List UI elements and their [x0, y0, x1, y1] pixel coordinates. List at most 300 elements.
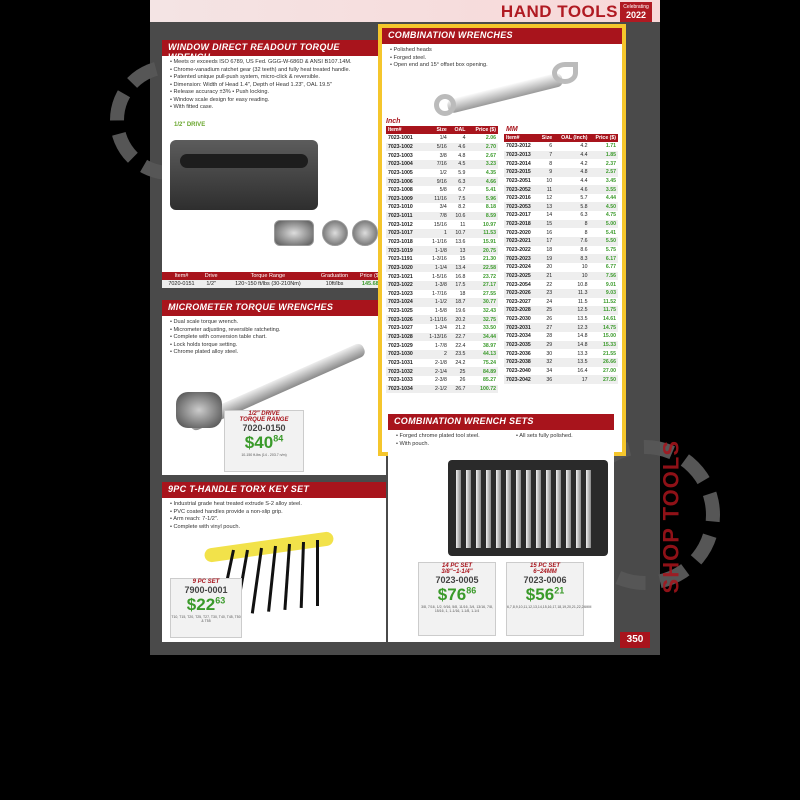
table-cell: 10: [581, 264, 588, 271]
price-cell: 27.50: [590, 375, 618, 384]
table-cell: 4.6: [449, 143, 468, 152]
table-cell: 8.3: [554, 254, 589, 263]
price-cell: 6.77: [605, 264, 616, 271]
table-cell: 21.2: [455, 325, 466, 332]
price-cell: 6.17: [590, 254, 618, 263]
table-cell: 1-1/8: [422, 246, 449, 255]
table-cell: 6.3: [449, 177, 468, 186]
price-box: 1/2" DRIVE TORQUE RANGE 7020-0150 $\$40^{84}$ 10-150 ft-lbs (14 - 203.7 n/m): [224, 410, 304, 472]
table-row: [504, 211, 618, 220]
table-cell: 22: [546, 281, 553, 288]
table-cell: 8.2: [458, 204, 466, 211]
table-cell: 23: [537, 289, 554, 298]
table-cell: 7023-1027: [388, 325, 413, 332]
table-cell: 14.8: [577, 333, 588, 340]
table-cell: 7023-1009: [386, 194, 422, 203]
feature-list: • Dual scale torque wrench. • Micrometer adjusting, reversible ratcheting. • Complete with conversion table chart. • Lock holds torque setting. • Chrome plated alloy steel.: [162, 316, 386, 360]
table-cell: 20.2: [449, 315, 468, 324]
table-cell: 7: [537, 151, 554, 160]
table-cell: 6.7: [458, 187, 466, 194]
section-title: COMBINATION WRENCHES: [382, 28, 622, 44]
section-title: MICROMETER TORQUE WRENCHES: [162, 300, 386, 316]
table-row: [504, 289, 618, 298]
table-cell: 4.8: [458, 152, 466, 159]
table-cell: 26.7: [449, 385, 468, 394]
table-cell: 12.3: [554, 323, 589, 332]
price-cell: 4.35: [485, 169, 496, 176]
torque-wrench-panel: [162, 40, 386, 288]
table-cell: 7023-1024: [386, 298, 422, 307]
table-cell: 18.7: [449, 298, 468, 307]
price-cell: 7.56: [590, 272, 618, 281]
price-cell: 11.52: [603, 298, 616, 305]
price-cell: 27.17: [467, 281, 498, 290]
combination-wrench-image: [446, 72, 564, 114]
table-cell: 1-1/2: [422, 298, 449, 307]
table-cell: 4.6: [554, 185, 589, 194]
price-cell: 26.66: [590, 358, 618, 367]
table-cell: 7023-1019: [386, 246, 422, 255]
table-cell: 7023-2023: [504, 254, 537, 263]
table-cell: 7023-2035: [504, 341, 537, 350]
table-cell: 7.6: [554, 237, 589, 246]
table-row: [504, 375, 618, 384]
table-cell: 24: [546, 298, 553, 305]
table-cell: 1-1/16: [432, 239, 447, 245]
table-cell: 1/4: [439, 135, 447, 142]
table-cell: 15: [537, 220, 554, 229]
price-box-15pc: 15 PC SET 6~24MM 7023-0006 $\$56^{21}$ 6,7,8,9,10,11,12,13,14,15,16,17,18,19,20,21,22,24MM: [506, 562, 584, 636]
price-cell: 4.66: [467, 177, 498, 186]
anniversary-badge: Celebrating 2022: [620, 2, 652, 22]
table-cell: 7023-2030: [506, 316, 531, 323]
table-cell: 4: [462, 135, 466, 142]
price-cell: 23.72: [483, 273, 496, 280]
price-cell: 20.75: [467, 246, 498, 255]
table-cell: 17: [537, 237, 554, 246]
table-cell: 1-7/16: [432, 290, 447, 297]
price-cell: 14.75: [590, 323, 618, 332]
table-cell: 13: [537, 202, 554, 211]
table-cell: 13.6: [455, 239, 466, 245]
price-cell: 15.00: [603, 333, 616, 340]
wrench-pouch-image: [448, 460, 608, 556]
table-cell: 7023-1032: [386, 367, 422, 376]
feature-list: • Polished heads • Forged steel. • Open end and 15° offset box opening.: [382, 44, 622, 73]
table-row: [386, 341, 498, 350]
table-row: [386, 229, 498, 238]
price-cell: 10.97: [483, 221, 496, 228]
price-cell: 8.59: [467, 212, 498, 221]
table-row: [504, 280, 618, 289]
table-cell: 8: [554, 220, 589, 229]
table-row: [504, 220, 618, 229]
table-row: [386, 324, 498, 333]
price-cell: 15.33: [590, 341, 618, 350]
table-cell: 7023-1008: [388, 187, 413, 194]
price-cell: 32.43: [483, 308, 496, 315]
table-row: [504, 272, 618, 281]
table-row: [504, 332, 618, 341]
table-cell: 7023-1012: [388, 221, 413, 228]
table-row: [386, 376, 498, 385]
table-cell: 6.3: [580, 212, 588, 219]
table-cell: 7023-1033: [388, 377, 413, 384]
table-row: [386, 290, 498, 299]
table-cell: 11: [460, 221, 466, 228]
table-cell: 10.8: [577, 281, 588, 288]
table-row: [386, 367, 498, 376]
table-cell: 2-3/8: [435, 377, 447, 384]
table-cell: 7023-1002: [386, 143, 422, 152]
price-cell: 85.27: [483, 377, 496, 384]
feature-list: • Forged chrome plated tool steel. • With pouch.: [388, 430, 508, 451]
table-cell: 7/8: [422, 212, 449, 221]
inch-label: Inch: [386, 118, 401, 125]
table-cell: 1-3/4: [435, 325, 447, 332]
table-cell: 1-13/16: [422, 333, 449, 342]
detail-image: [274, 220, 314, 246]
section-title: 9PC T-HANDLE TORX KEY SET: [162, 482, 386, 498]
table-cell: 10.6: [449, 212, 468, 221]
table-cell: 11.5: [577, 298, 588, 305]
table-cell: 5.9: [458, 169, 466, 176]
table-row: [504, 349, 618, 358]
mm-label: MM: [506, 126, 518, 133]
table-cell: 15: [459, 256, 466, 263]
table-cell: 7023-1011: [386, 212, 422, 221]
price-cell: 14.61: [603, 316, 616, 323]
price-cell: 33.50: [483, 325, 496, 332]
table-cell: 7023-2017: [506, 212, 531, 219]
table-cell: 7023-1028: [386, 333, 422, 342]
table-cell: 7023-2040: [506, 367, 531, 374]
detail-image: [352, 220, 378, 246]
drive-label: 1/2" DRIVE: [174, 122, 206, 128]
side-category-text: SHOP TOOLS: [658, 440, 683, 594]
table-cell: 7023-2034: [506, 333, 531, 340]
table-cell: 7023-2038: [504, 358, 537, 367]
table-cell: 12.5: [554, 306, 589, 315]
table-cell: 20: [546, 264, 553, 271]
table-cell: 7023-2018: [504, 220, 537, 229]
table-row: [386, 186, 498, 195]
table-row: [386, 134, 498, 143]
table-cell: 16.4: [577, 367, 588, 374]
mm-table: Item# Size OAL (Inch) Price ($) 7023-2012 6 4.2 1.71 7023-2013 7 4.4 1.85 7023-2014 8 4.2 2.37 7023-2015 9 4.8 2.57 7023-2051 10 4.4 3.45 7023-2052 11 4.6 3.55 7023-2016 12 5.7 4.44 7023-2053 13 5.8 4.50 7023-2017 14 6.3 4.75 7023-2018 15 8 5.00 7023-2020 16 8 5.41 7023-2021 17 7.6 5.50 7023-2022 18 8.6 5.75 7023-2023 19 8.3 6.17 7023-2024 20 10 6.77 7023-2025 21 10 7.56 7023-2054 22 10.8 9.01 7023-2026 23 11.3 9.03 7023-2027 24 11.5 11.52 7023-2028 25 12.5 11.75 7023-2030 26 13.5 14.61 7023-2031 27 12.3 14.75 7023-2034 28 14.8 15.00 7023-2035 29 14.8 15.33 7023-2036 30 13.3 21.55 7023-2038 32 13.5 26.66 7023-2040 34 16.4 27.00 7023-2042 36 17 27.50: [506, 135, 616, 383]
price-cell: 34.44: [467, 333, 498, 342]
table-cell: 15/16: [433, 221, 447, 228]
table-row: [386, 212, 498, 221]
table-cell: 2-1/2: [422, 385, 449, 394]
table-cell: 19.6: [455, 308, 466, 315]
table-row: [504, 168, 618, 177]
page-title: HAND TOOLS: [500, 2, 618, 21]
table-cell: 21: [537, 272, 554, 281]
price-cell: 2.67: [485, 152, 496, 159]
table-row: [504, 246, 618, 255]
table-row: [386, 298, 498, 307]
table-row: [386, 333, 498, 342]
wrench-case-image: [170, 140, 318, 210]
table-cell: 13.5: [577, 316, 588, 323]
table-cell: 7023-1006: [386, 177, 422, 186]
table-cell: 7023-2013: [504, 151, 537, 160]
section-title: COMBINATION WRENCH SETS: [388, 414, 614, 430]
price-box-14pc: 14 PC SET 3/8"~1-1/4" 7023-0005 $\$76^{86}$ 3/8, 7/16, 1/2, 9/16, 5/8, 11/16, 3/4, 13/16, 7/8, 15/16, 1, 1-1/16, 1-1/8, 1-1/4: [418, 562, 496, 636]
price-cell: 9.03: [590, 289, 618, 298]
price-cell: 8.18: [485, 204, 496, 211]
table-row: [386, 143, 498, 152]
price-cell: 75.24: [483, 359, 496, 366]
table-row: [386, 194, 498, 203]
table-cell: 7023-1026: [386, 315, 422, 324]
table-row: [504, 159, 618, 168]
table-row: [504, 142, 618, 151]
table-cell: 7023-2028: [504, 306, 537, 315]
table-cell: 7023-1030: [386, 350, 422, 359]
table-cell: 2-1/8: [435, 359, 447, 366]
table-cell: 22.4: [455, 342, 466, 349]
table-cell: 17.5: [449, 281, 468, 290]
table-cell: 14.8: [554, 341, 589, 350]
table-cell: 7023-1018: [388, 239, 413, 245]
table-cell: 8: [584, 229, 588, 236]
price-cell: 9.01: [605, 281, 616, 288]
table-cell: 36: [537, 375, 554, 384]
table-cell: 8.6: [580, 247, 588, 253]
price-cell: 32.75: [467, 315, 498, 324]
price-cell: 15.91: [483, 239, 496, 245]
table-cell: 12: [546, 195, 553, 202]
table-row: [386, 203, 498, 212]
table-cell: 26: [459, 377, 466, 384]
table-cell: 7023-2024: [506, 264, 531, 271]
price-cell: 11.75: [590, 306, 618, 315]
table-cell: 13.4: [449, 264, 468, 273]
price-cell: 5.41: [605, 229, 616, 236]
price-cell: 84.89: [467, 367, 498, 376]
price-cell: 5.96: [467, 194, 498, 203]
table-cell: 16.8: [455, 273, 466, 280]
price-cell: 3.23: [467, 160, 498, 169]
table-cell: 13: [449, 246, 468, 255]
table-row: [386, 255, 498, 264]
table-cell: 23.5: [449, 350, 468, 359]
table-cell: 7023-2021: [504, 237, 537, 246]
table-cell: 10: [546, 177, 553, 184]
price-cell: 11.53: [467, 229, 498, 238]
table-cell: 1-1/4: [422, 264, 449, 273]
table-cell: 5.8: [554, 202, 589, 211]
table-cell: 6: [549, 143, 553, 150]
table-row: [386, 350, 498, 359]
table-cell: 11: [537, 185, 554, 194]
table-cell: 27: [537, 323, 554, 332]
table-row: [386, 315, 498, 324]
table-cell: 7023-1003: [388, 152, 413, 159]
table-cell: 14: [546, 212, 553, 219]
table-row: [504, 151, 618, 160]
table-cell: 7023-2015: [504, 168, 537, 177]
price-cell: 2.70: [467, 143, 498, 152]
price-cell: 3.55: [590, 185, 618, 194]
table-row: [504, 298, 618, 307]
table-row: [504, 237, 618, 246]
table-cell: 4.5: [449, 160, 468, 169]
price-cell: 22.58: [467, 264, 498, 273]
table-row: [504, 341, 618, 350]
table-cell: 32: [537, 358, 554, 367]
feature-list: • Industrial grade heat treated extrude S-2 alloy steel. • PVC coated handles provide a non-slip grip. • Arm reach: 7-1/2". • Complete with vinyl pouch.: [162, 498, 386, 534]
table-cell: 7023-1020: [386, 264, 422, 273]
table-cell: 7023-1029: [388, 342, 413, 349]
table-cell: 25: [449, 367, 468, 376]
table-cell: 22.7: [449, 333, 468, 342]
table-cell: 1/2: [439, 169, 447, 176]
price-cell: 27.55: [483, 290, 496, 297]
table-cell: 25: [537, 306, 554, 315]
table-row: [504, 323, 618, 332]
table-cell: 1-7/8: [435, 342, 447, 349]
table-cell: 3/4: [439, 204, 447, 211]
table-row: [504, 177, 618, 186]
table-cell: 3/8: [439, 152, 447, 159]
wrench-sets-panel: COMBINATION WRENCH SETS • Forged chrome plated tool steel. • With pouch. • All sets fully polished. 14 PC SET 3/8"~1-1/4" 7023-0005 $\$76^{86}$ 3/8, 7/16, 1/2, 9/16, 5/8, 11/16, 3/4, 13/16, 7/8, 15/16, 1, 1-1/16, 1-1/8, 1-1/4 15 PC SET 6~24MM 7023-0006 $\$56^{21}$ 6,7,8,9,10,11,12,13,14,15,16,17,18,19,20,21,22,24MM: [388, 414, 614, 642]
table-cell: 16: [546, 229, 553, 236]
table-cell: 7023-2016: [506, 195, 531, 202]
price-cell: 2.57: [590, 168, 618, 177]
table-row: [386, 307, 498, 316]
table-cell: 19: [537, 254, 554, 263]
table-cell: 7023-1031: [388, 359, 413, 366]
table-cell: 1-3/16: [432, 256, 447, 263]
table-cell: 7023-2054: [506, 281, 531, 288]
table-cell: 2: [422, 350, 449, 359]
table-cell: 18: [459, 290, 466, 297]
table-row: [504, 358, 618, 367]
price-cell: 21.55: [603, 350, 616, 357]
table-cell: 7023-1022: [386, 281, 422, 290]
table-cell: 7023-1025: [388, 308, 413, 315]
table-cell: 5/16: [422, 143, 449, 152]
table-row: [504, 315, 618, 324]
combination-wrench-panel: [382, 28, 622, 452]
table-cell: 9/16: [422, 177, 449, 186]
table-cell: 7023-2020: [506, 229, 531, 236]
table-row: [386, 238, 498, 247]
table-cell: 7023-2036: [506, 350, 531, 357]
section-title: WINDOW DIRECT READOUT TORQUE WRENCH: [162, 40, 386, 56]
table-cell: 7023-2031: [504, 323, 537, 332]
page-number: 350: [620, 632, 650, 648]
table-cell: 17: [554, 375, 589, 384]
table-cell: 7023-2025: [504, 272, 537, 281]
price-cell: 1.71: [605, 143, 616, 150]
price-cell: 4.44: [605, 195, 616, 202]
table-cell: 11.3: [554, 289, 589, 298]
table-cell: 29: [537, 341, 554, 350]
price-cell: 4.75: [605, 212, 616, 219]
table-cell: 1-11/16: [422, 315, 449, 324]
table-cell: 4.2: [580, 143, 588, 150]
table-cell: 1-5/16: [432, 273, 447, 280]
table-cell: 13.5: [554, 358, 589, 367]
table-cell: 30: [546, 350, 553, 357]
table-row: [386, 281, 498, 290]
table-row: [386, 264, 498, 273]
table-cell: 34: [546, 367, 553, 374]
price-cell: 44.13: [467, 350, 498, 359]
table-cell: 7023-2042: [504, 375, 537, 384]
table-cell: 4.2: [580, 160, 588, 167]
table-cell: 7023-2012: [506, 143, 531, 150]
catalog-page: [150, 0, 683, 655]
table-row: [504, 254, 618, 263]
table-row: [386, 169, 498, 178]
table-cell: 7.5: [449, 194, 468, 203]
price-cell: 5.75: [605, 247, 616, 253]
table-cell: 24.2: [455, 359, 466, 366]
table-cell: 7023-1005: [388, 169, 413, 176]
table-row: [386, 151, 498, 160]
detail-image: [322, 220, 348, 246]
table-row: 7020-0151 1/2" 120~150 ft/lbs (30-210Nm) 10ft/lbs 145.68: [162, 280, 386, 288]
price-cell: 5.50: [590, 237, 618, 246]
table-row: [386, 246, 498, 255]
inch-table: Item# Size OAL Price ($) 7023-1001 1/4 4 2.06 7023-1002 5/16 4.6 2.70 7023-1003 3/8 4.8 2.67 7023-1004 7/16 4.5 3.23 7023-1005 1/2 5.9 4.35 7023-1006 9/16 6.3 4.66 7023-1008 5/8 6.7 5.41 7023-1009 11/16 7.5 5.96 7023-1010 3/4 8.2 8.18 7023-1011 7/8 10.6 8.59 7023-1012 15/16 11 10.97 7023-1017 1 10.7 11.53 7023-1018 1-1/16 13.6 15.91 7023-1019 1-1/8 13 20.75 7023-1191 1-3/16 15 21.30 7023-1020 1-1/4 13.4 22.58 7023-1021 1-5/16 16.8 23.72 7023-1022 1-3/8 17.5 27.17 7023-1023 1-7/16 18 27.55 7023-1024 1-1/2 18.7 30.77 7023-1025 1-5/8 19.6 32.43 7023-1026 1-11/16 20.2 32.75 7023-1027 1-3/4 21.2 33.50 7023-1028 1-13/16 22.7 34.44 7023-1029 1-7/8 22.4 38.97 7023-1030 2 23.5 44.13 7023-1031 2-1/8 24.2 75.24 7023-1032 2-1/4 25 84.89 7023-1033 2-3/8 26 85.27 7023-1034 2-1/2 26.7 100.72: [388, 127, 496, 392]
table-cell: 9: [537, 168, 554, 177]
price-cell: 38.97: [483, 342, 496, 349]
price-cell: 4.50: [590, 202, 618, 211]
table-cell: 7023-1191: [388, 256, 413, 263]
price-cell: 1.85: [590, 151, 618, 160]
table-row: [504, 228, 618, 237]
torx-handles-image: [204, 531, 335, 563]
price-cell: 100.72: [467, 385, 498, 394]
price-cell: 3.45: [605, 177, 616, 184]
table-row: [504, 306, 618, 315]
table-cell: 4.8: [554, 168, 589, 177]
table-cell: 10: [554, 272, 589, 281]
table-row: [386, 359, 498, 368]
price-cell: 30.77: [467, 298, 498, 307]
table-cell: 1-5/8: [435, 308, 447, 315]
feature-list: • Meets or exceeds ISO 6789, US Fed. GGG-W-686D & ANSI B107.14M. • Chrome-vanadium ratchet gear (32 teeth) and fully heat treated handle. • Patented unique pull-push system, micro-click & reversible. • Dimension: Width of Head 1.4", Depth of Head 1.23", OAL 19.5" • Release accuracy ±3% • Push locking. • Window scale design for easy reading. • With fitted case.: [162, 56, 386, 115]
table-cell: 4.4: [554, 151, 589, 160]
table-cell: 7023-2027: [506, 298, 531, 305]
table-cell: 1-3/8: [422, 281, 449, 290]
price-box: 9 PC SET 7900-0001 $\$22^{63}$ T10, T15, T20, T25, T27, T30, T40, T45, T50 & T55: [170, 578, 242, 638]
table-cell: 1: [422, 229, 449, 238]
table-row: [386, 160, 498, 169]
table-row: [386, 385, 498, 394]
table-cell: 11/16: [422, 194, 449, 203]
price-cell: 21.30: [483, 256, 496, 263]
table-cell: 4.4: [580, 177, 588, 184]
table-row: [504, 367, 618, 376]
table-cell: 10.7: [449, 229, 468, 238]
table-cell: 7/16: [422, 160, 449, 169]
torx-panel: [162, 482, 386, 642]
table-cell: 7023-1034: [386, 385, 422, 394]
table-cell: 7023-2053: [504, 202, 537, 211]
price-cell: 2.06: [485, 135, 496, 142]
table-row: [386, 220, 498, 229]
table-cell: 26: [546, 316, 553, 323]
table-cell: 18: [546, 247, 553, 253]
table-cell: 7023-2014: [506, 160, 531, 167]
